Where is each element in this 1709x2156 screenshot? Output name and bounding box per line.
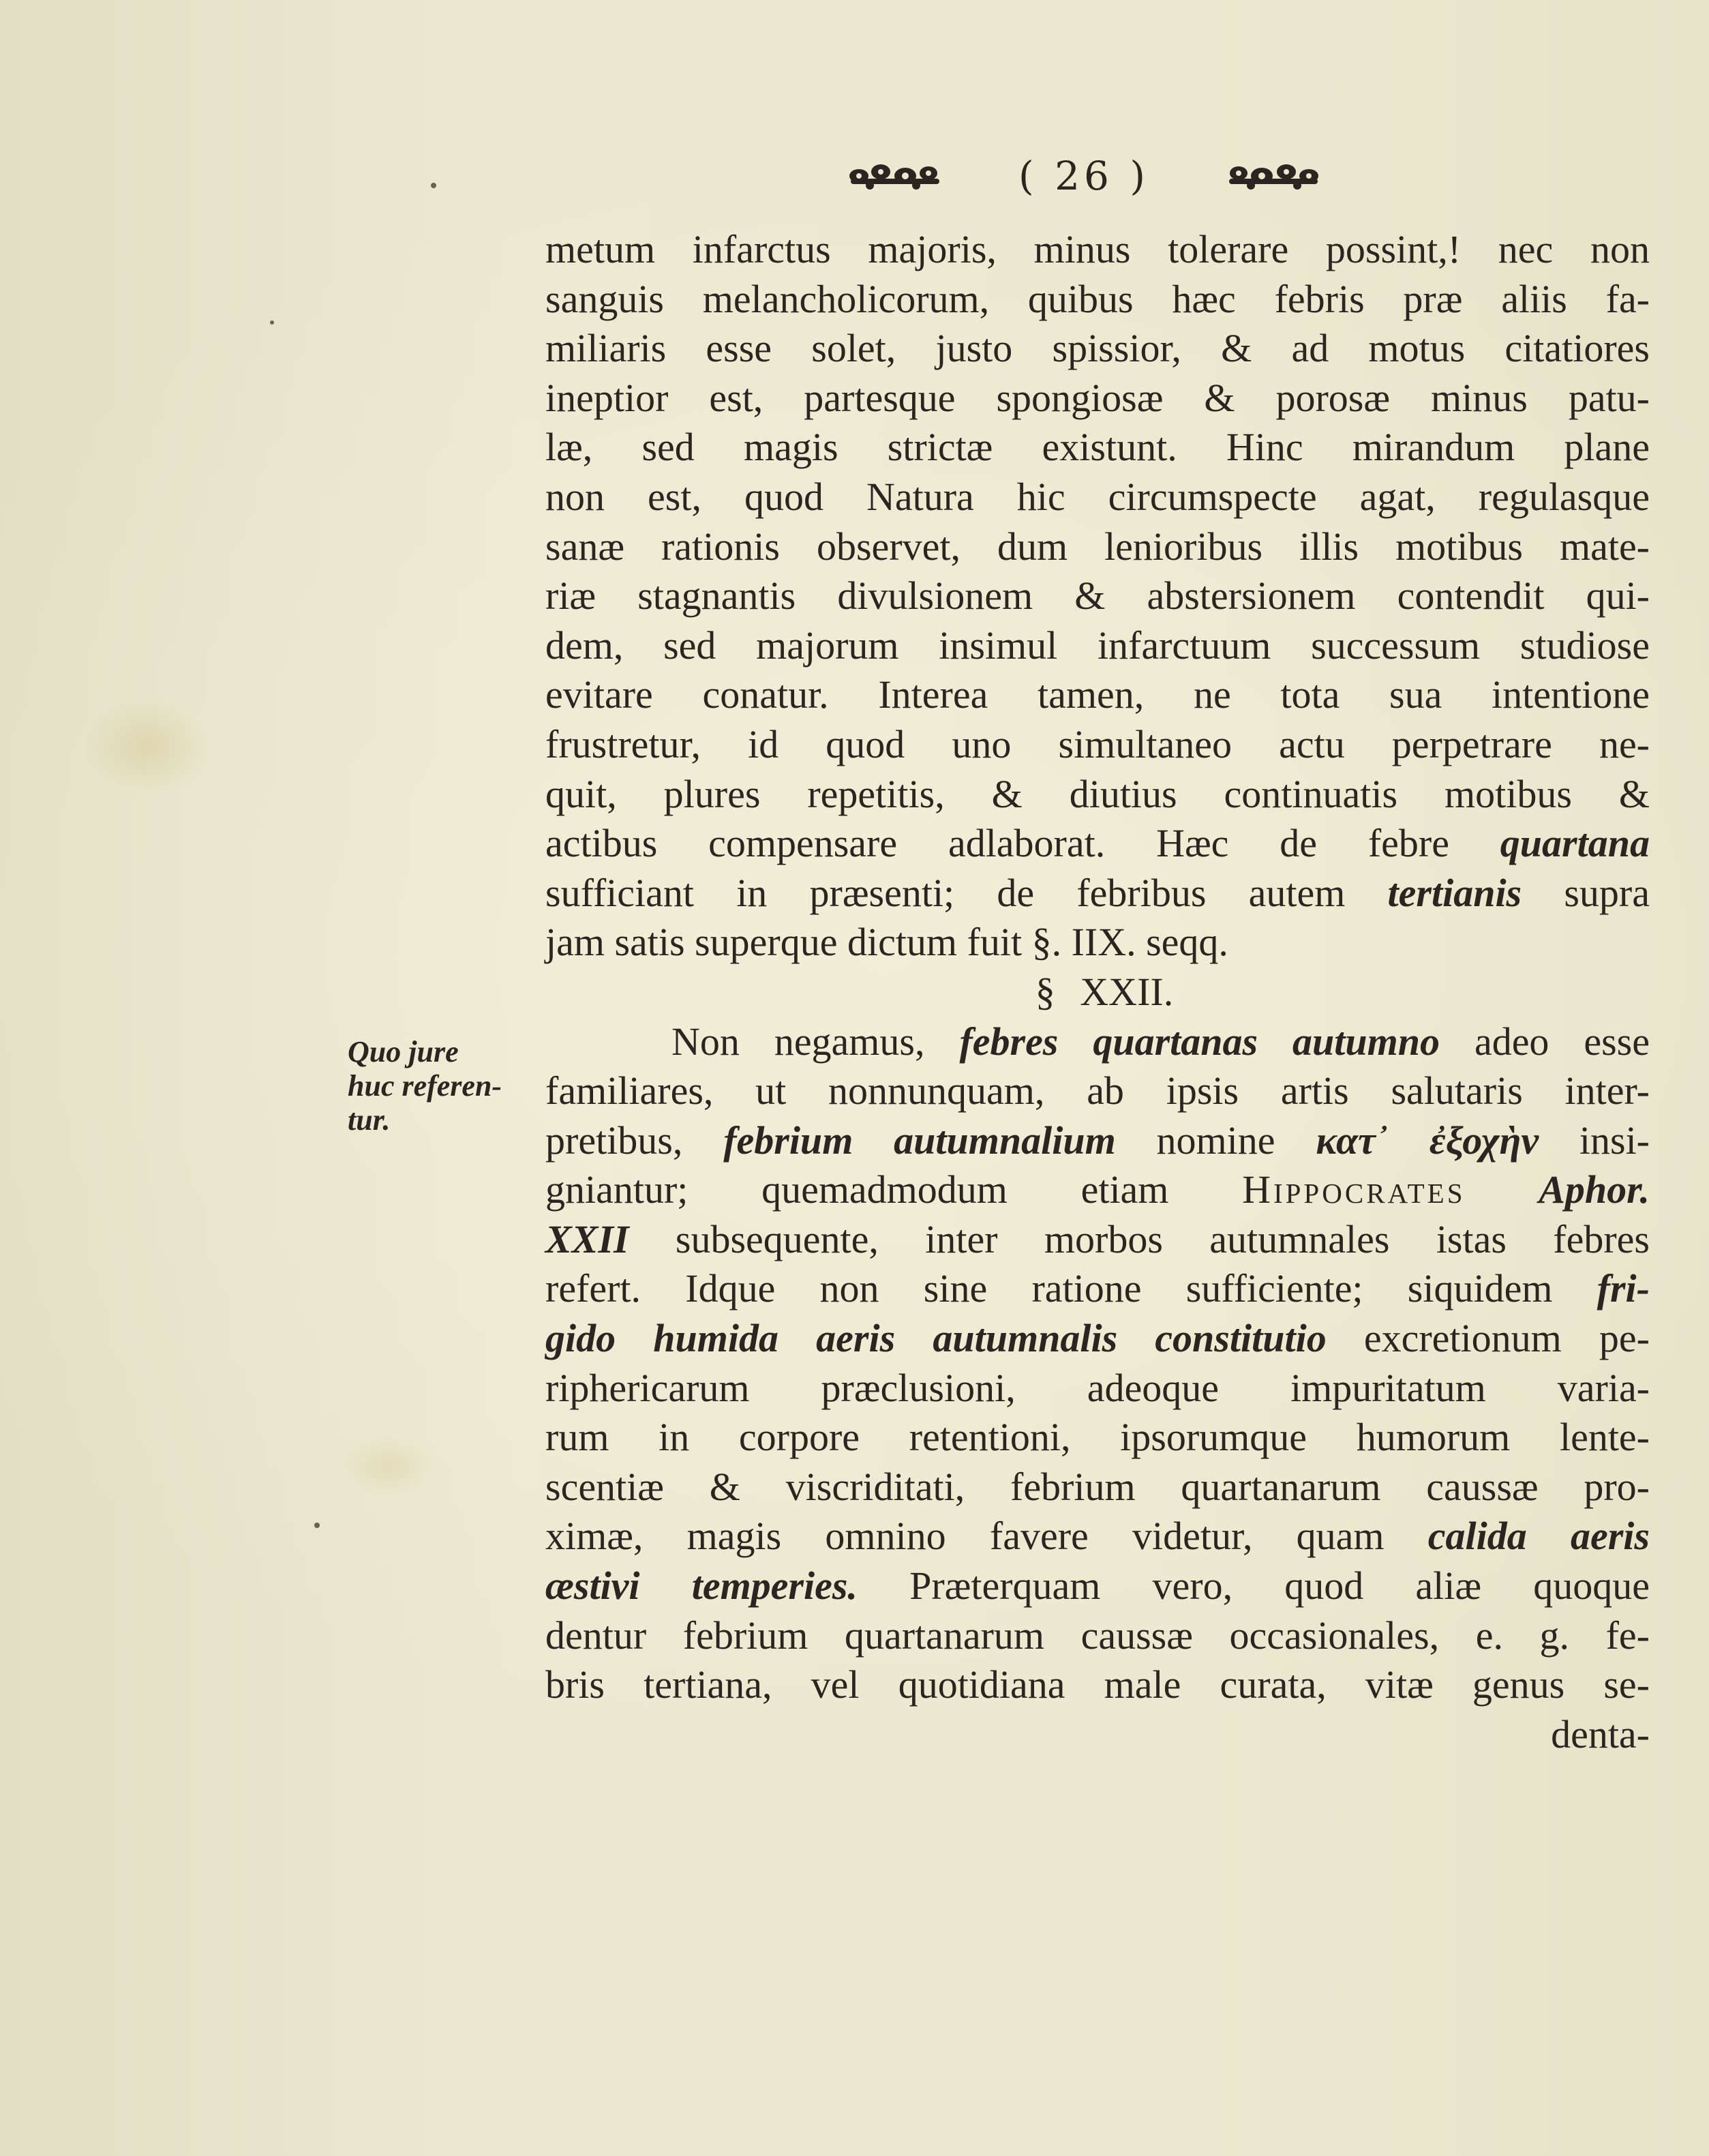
text-line (545, 1314, 1650, 1364)
text-line (545, 1512, 1650, 1561)
text-span: Præterquam vero, quod aliæ quoque (857, 1563, 1650, 1608)
italic-term: gido humida aeris autumnalis constitutio (545, 1316, 1327, 1361)
text-line: frustretur, id quod uno simultaneo actu perpetrare ne- (545, 721, 1650, 766)
text-span: excretionum pe- (1326, 1316, 1650, 1361)
greek-phrase: κατ᾽ ἐξοχὴν (1316, 1118, 1539, 1163)
left-ornament-icon (845, 158, 944, 194)
marginal-note-line: Quo jure (348, 1035, 459, 1068)
italic-term: calida aeris (1427, 1514, 1650, 1559)
text-line (545, 819, 1650, 869)
text-line: bris tertiana, vel quotidiana male curata, vitæ genus se- (545, 1662, 1650, 1707)
text-line: riphericarum præclusioni, adeoque impuritatum varia- (545, 1365, 1650, 1410)
text-span: actibus compensare adlaborat. Hæc de febre (545, 821, 1500, 866)
text-line: metum infarctus majoris, minus tolerare possint,! nec non (545, 227, 1650, 271)
italic-term: febres quartanas autumno (959, 1019, 1440, 1064)
italic-term: febrium autumnalium (723, 1118, 1116, 1163)
text-span: Non negamus, (671, 1019, 960, 1064)
paper-speck (314, 1523, 320, 1528)
text-span: refert. Idque non sine ratione sufficiente; siquidem (545, 1266, 1597, 1311)
text-line: sanæ rationis observet, dum lenioribus illis motibus mate- (545, 524, 1650, 569)
text-column (545, 225, 1650, 1759)
paper-speck (270, 320, 274, 325)
text-span: sufficiant in præsenti; de febribus autem (545, 870, 1388, 915)
text-line: evitare conatur. Interea tamen, ne tota sua intentione (545, 672, 1650, 717)
italic-term: XXII (545, 1216, 629, 1261)
marginal-note-line: tur. (348, 1103, 391, 1137)
page-number: ( 26 ) (1018, 153, 1149, 199)
text-line (545, 1264, 1650, 1314)
text-span: ximæ, magis omnino favere videtur, quam (545, 1514, 1428, 1559)
italic-term: fri- (1597, 1266, 1650, 1311)
text-line (545, 1215, 1650, 1265)
catchword: denta- (1551, 1711, 1650, 1756)
running-header (845, 149, 1322, 203)
paper-speck (431, 183, 436, 188)
text-span: subsequente, inter morbos autumnales istas febres (629, 1216, 1650, 1261)
paragraph (545, 1017, 1650, 1760)
italic-term: æstivi temperies. (545, 1563, 858, 1608)
text-line: familiares, ut nonnunquam, ab ipsis artis salutaris inter- (545, 1068, 1650, 1113)
text-span: adeo esse (1440, 1019, 1650, 1064)
text-line: riæ stagnantis divulsionem & abstersionem contendit qui- (545, 573, 1650, 618)
paragraph-continued (545, 225, 1650, 968)
text-line (545, 869, 1650, 918)
text-line: scentiæ & viscriditati, febrium quartanarum caussæ pro- (545, 1464, 1650, 1509)
marginal-note (348, 1035, 545, 1137)
author-name: Hippocrates (1242, 1167, 1466, 1212)
text-line: jam satis superque dictum fuit §. IIX. seqq. (545, 920, 1228, 965)
text-line: dentur febrium quartanarum caussæ occasionales, e. g. fe- (545, 1613, 1650, 1658)
italic-term: Aphor. (1539, 1167, 1650, 1212)
right-ornament-icon (1224, 158, 1322, 194)
text-line: quit, plures repetitis, & diutius continuatis motibus & (545, 771, 1650, 816)
italic-term: tertianis (1387, 870, 1522, 915)
text-line (545, 1561, 1650, 1611)
text-line: miliaris esse solet, justo spissior, & ad motus citatiores (545, 326, 1650, 371)
text-line (545, 1116, 1650, 1166)
text-span: nomine (1115, 1118, 1316, 1163)
text-line (545, 1165, 1650, 1215)
text-span: gniantur; quemadmodum etiam (545, 1167, 1243, 1212)
italic-term: quartana (1500, 821, 1650, 866)
text-span: insi- (1539, 1118, 1650, 1163)
text-line: rum in corpore retentioni, ipsorumque humorum lente- (545, 1415, 1650, 1460)
text-span: pretibus, (545, 1118, 724, 1163)
text-line: non est, quod Natura hic circumspecte agat, regulasque (545, 474, 1650, 519)
marginal-note-line: huc referen- (348, 1069, 502, 1103)
text-span: supra (1522, 870, 1650, 915)
text-line: læ, sed magis strictæ existunt. Hinc mirandum plane (545, 425, 1650, 470)
text-line: ineptior est, partesque spongiosæ & porosæ minus patu- (545, 375, 1650, 420)
text-line: sanguis melancholicorum, quibus hæc febris præ aliis fa- (545, 276, 1650, 321)
text-line: dem, sed majorum insimul infarctuum successum studiose (545, 623, 1650, 668)
section-heading: § XXII. (1035, 969, 1174, 1014)
text-line (545, 1017, 1650, 1067)
